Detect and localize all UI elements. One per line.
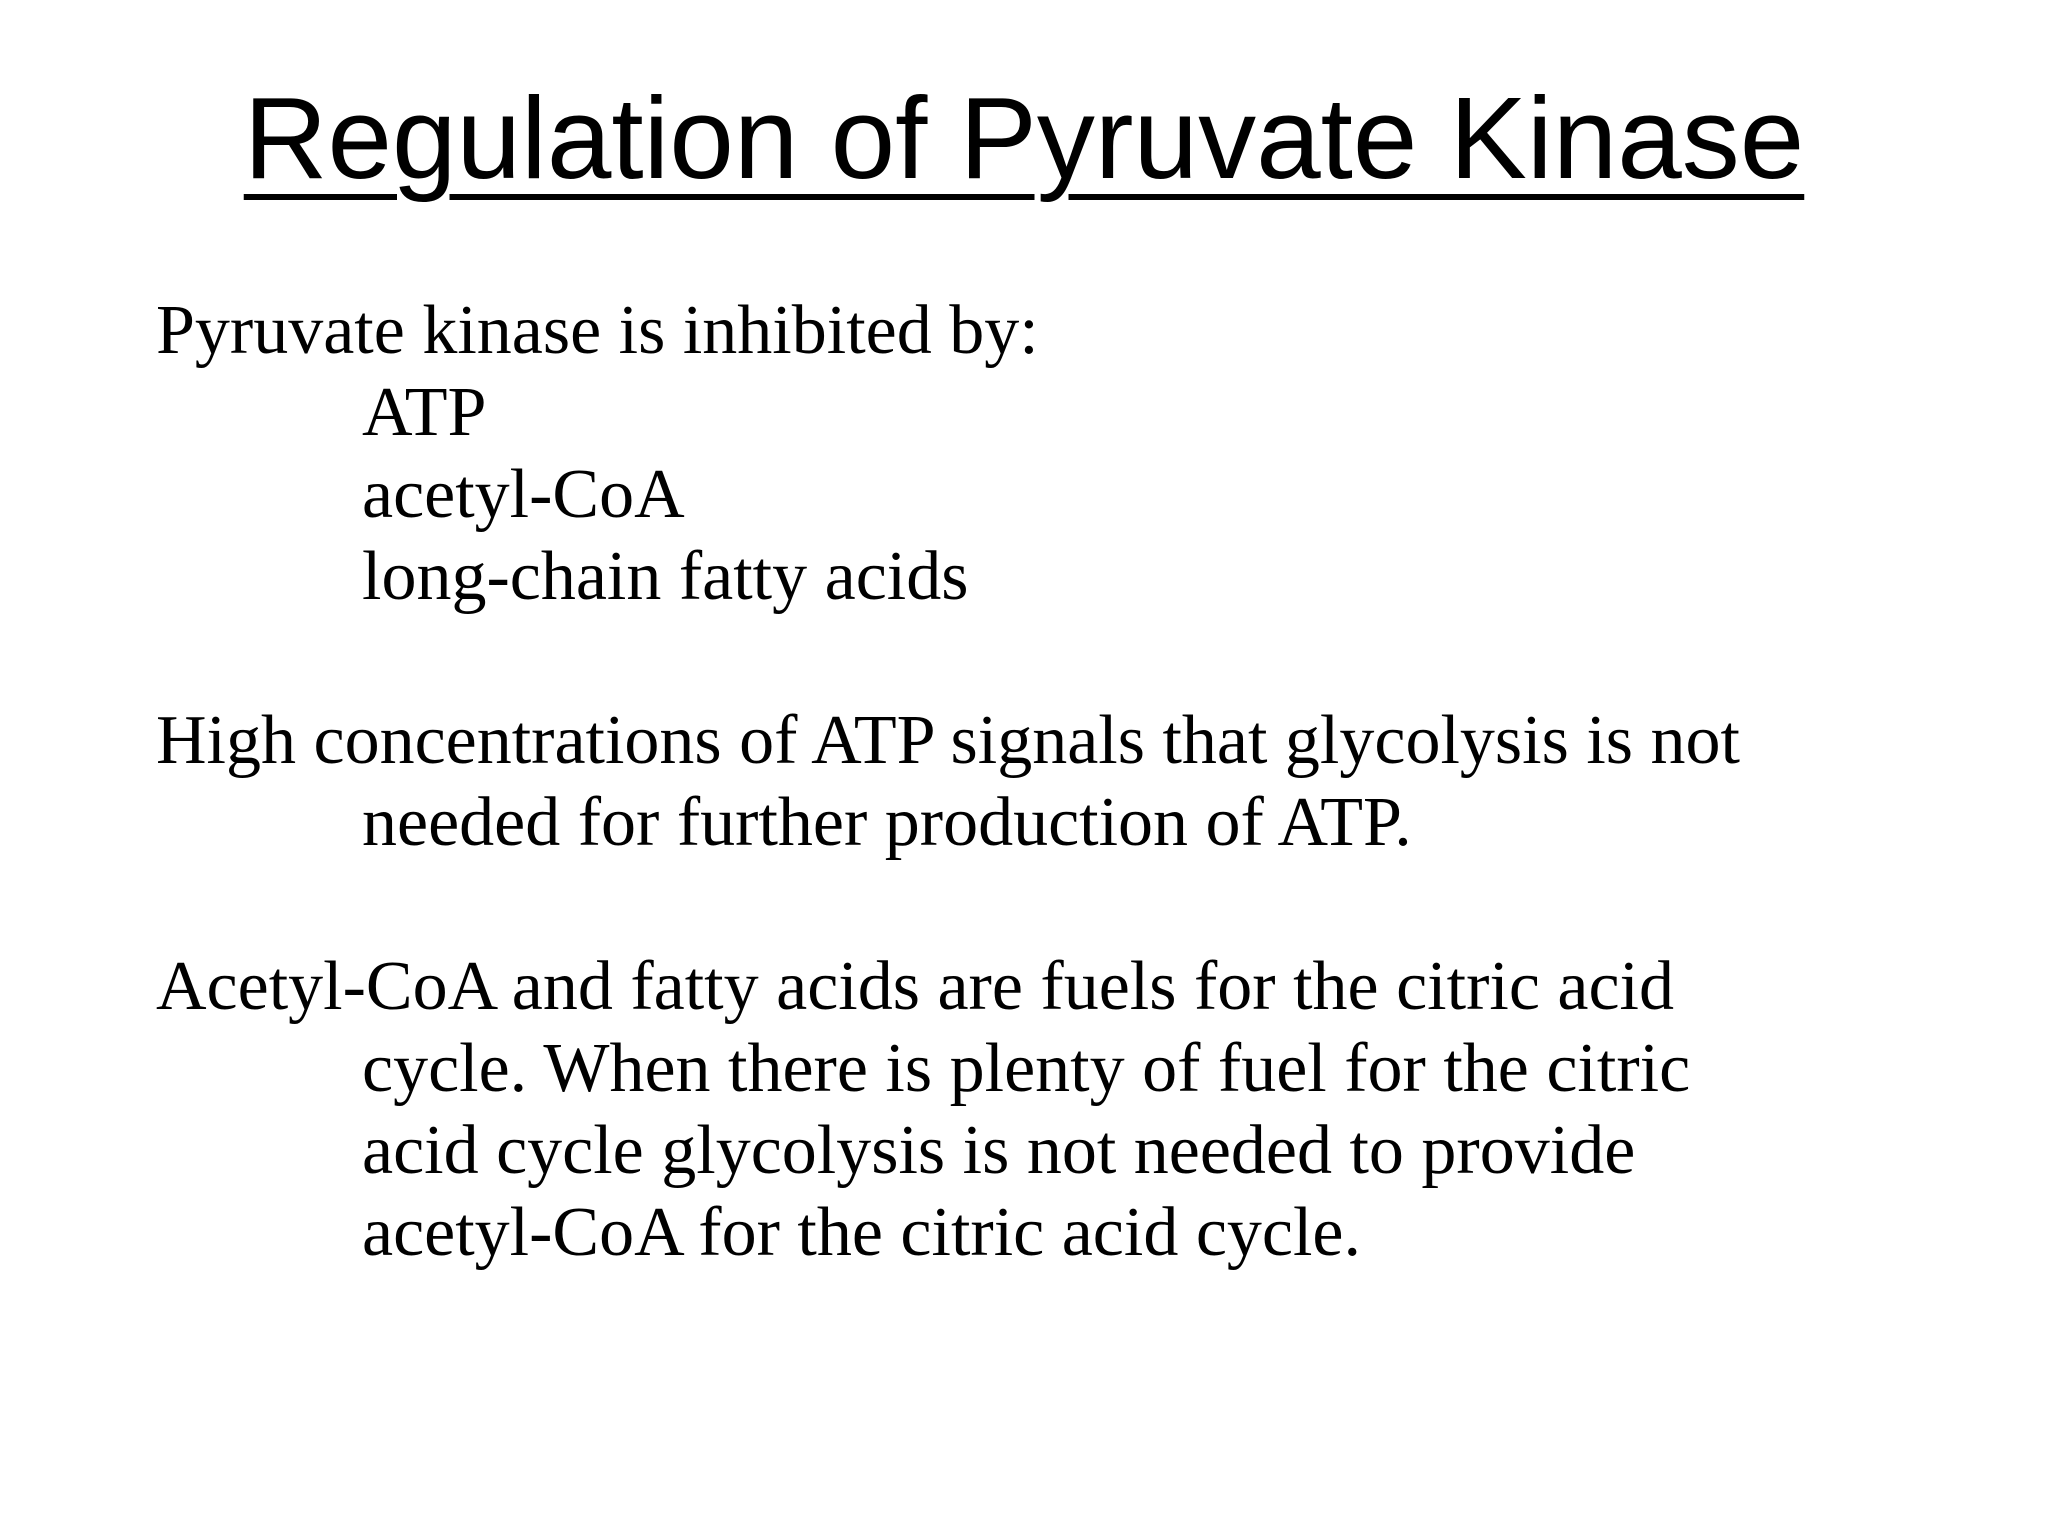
inhibitor-item-fatty-acids: long-chain fatty acids [362,538,969,615]
atp-paragraph-line-1: High concentrations of ATP signals that glycolysis is not [156,702,1740,779]
atp-paragraph-line-2: needed for further production of ATP. [362,784,1412,861]
inhibitor-item-atp: ATP [362,374,487,451]
slide-title: Regulation of Pyruvate Kinase [243,73,1805,203]
inhibitors-heading: Pyruvate kinase is inhibited by: [156,292,1039,369]
fuel-paragraph-line-4: acetyl-CoA for the citric acid cycle. [362,1194,1361,1271]
fuel-paragraph-line-2: cycle. When there is plenty of fuel for the citric [362,1030,1691,1107]
inhibitor-item-acetyl-coa: acetyl-CoA [362,456,685,533]
fuel-paragraph-line-1: Acetyl-CoA and fatty acids are fuels for the citric acid [156,948,1674,1025]
fuel-paragraph-line-3: acid cycle glycolysis is not needed to provide [362,1112,1636,1189]
